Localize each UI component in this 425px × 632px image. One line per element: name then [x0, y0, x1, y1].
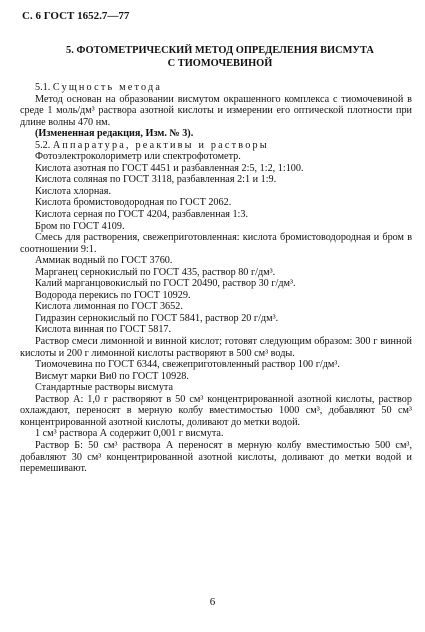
reagent-item: Водорода перекись по ГОСТ 10929. — [35, 289, 191, 301]
reagent-item: Кислота бромистоводородная по ГОСТ 2062. — [35, 197, 232, 209]
paragraph-citric-tartaric: Раствор смеси лимонной и винной кислот; готовят следующим образом: 300 г винной кислоты и 200 г лимонной кислоты растворяют в 500 см³ воды. — [20, 336, 412, 359]
paragraph-solution-b: Раствор Б: 50 см³ раствора А переносят в мерную колбу вместимостью 500 см³, добавляют 30 см³ концентрированной азотной кислоты, доливают до метки водой и перемешивают. — [20, 439, 412, 475]
paragraph-standard-solutions: Стандартные растворы висмута — [35, 382, 174, 394]
subsection-5-2-heading — [20, 140, 412, 152]
reagent-item: Бром по ГОСТ 4109. — [35, 220, 125, 232]
reagent-item: Кислота винная по ГОСТ 5817. — [35, 324, 172, 336]
edit-note: (Измененная редакция, Изм. № 3). — [35, 128, 194, 140]
reagent-list-b — [20, 255, 412, 336]
reagent-item: Кислота серная по ГОСТ 4204, разбавленная 1:3. — [35, 209, 249, 221]
reagent-item: Фотоэлектроколориметр или спектрофотометр. — [35, 151, 241, 163]
reagent-item: Гидразин сернокислый по ГОСТ 5841, раствор 20 г/дм³. — [35, 312, 279, 324]
reagent-item: Кислота лимонная по ГОСТ 3652. — [35, 301, 183, 313]
reagent-item: Аммиак водный по ГОСТ 3760. — [35, 255, 173, 267]
reagent-item: Кислота соляная по ГОСТ 3118, разбавленная 2:1 и 1:9. — [35, 174, 277, 186]
reagent-item: Кислота азотная по ГОСТ 4451 и разбавленная 2:5, 1:2, 1:100. — [35, 162, 304, 174]
subsection-number: 5.1. — [35, 82, 51, 93]
subsection-5-1-heading — [20, 82, 412, 94]
paragraph-mixture: Смесь для растворения, свежеприготовленная: кислота бромистоводородная и бром в соотношении 9:1. — [20, 232, 412, 255]
paragraph-principle: Метод основан на образовании висмутом окрашенного комплекса с тиомочевиной в среде 1 моль/дм³ раствора азотной кислоты и измерении его оптической плотности при длине волны 470 нм. — [20, 93, 412, 128]
paragraph-bismuth: Висмут марки Ви0 по ГОСТ 10928. — [35, 370, 189, 382]
page-number: 6 — [209, 596, 216, 608]
document-body — [20, 82, 412, 475]
subsection-title: Аппаратура, реактивы и растворы — [52, 139, 269, 151]
subsection-number: 5.2. — [35, 139, 51, 151]
subsection-title: Сущность метода — [52, 82, 163, 93]
section-title-line-2: С ТИОМОЧЕВИНОЙ — [167, 58, 273, 69]
page-header: С. 6 ГОСТ 1652.7—77 — [22, 10, 130, 22]
paragraph-solution-a: Раствор А: 1,0 г растворяют в 50 см³ концентрированной азотной кислоты, раствор охлаждают, переносят в мерную колбу вместимостью 1000 см³, добавляют 50 см³ концентрированной азотной кислоты, доливают до метки водой. — [20, 393, 412, 428]
reagent-item: Калий марганцовокислый по ГОСТ 20490, раствор 30 г/дм³. — [35, 278, 296, 290]
reagent-item: Кислота хлорная. — [35, 185, 112, 197]
reagent-item: Марганец сернокислый по ГОСТ 435, раствор 80 г/дм³. — [35, 266, 276, 278]
section-title — [40, 44, 400, 70]
paragraph-thiourea: Тиомочевина по ГОСТ 6344, свежеприготовленный раствор 100 г/дм³. — [35, 359, 340, 371]
section-title-line-1: 5. ФОТОМЕТРИЧЕСКИЙ МЕТОД ОПРЕДЕЛЕНИЯ ВИСМУТА — [66, 45, 374, 56]
paragraph-solution-a-content: 1 см³ раствора А содержит 0,001 г висмута. — [35, 428, 224, 440]
reagent-list-a — [20, 151, 412, 232]
